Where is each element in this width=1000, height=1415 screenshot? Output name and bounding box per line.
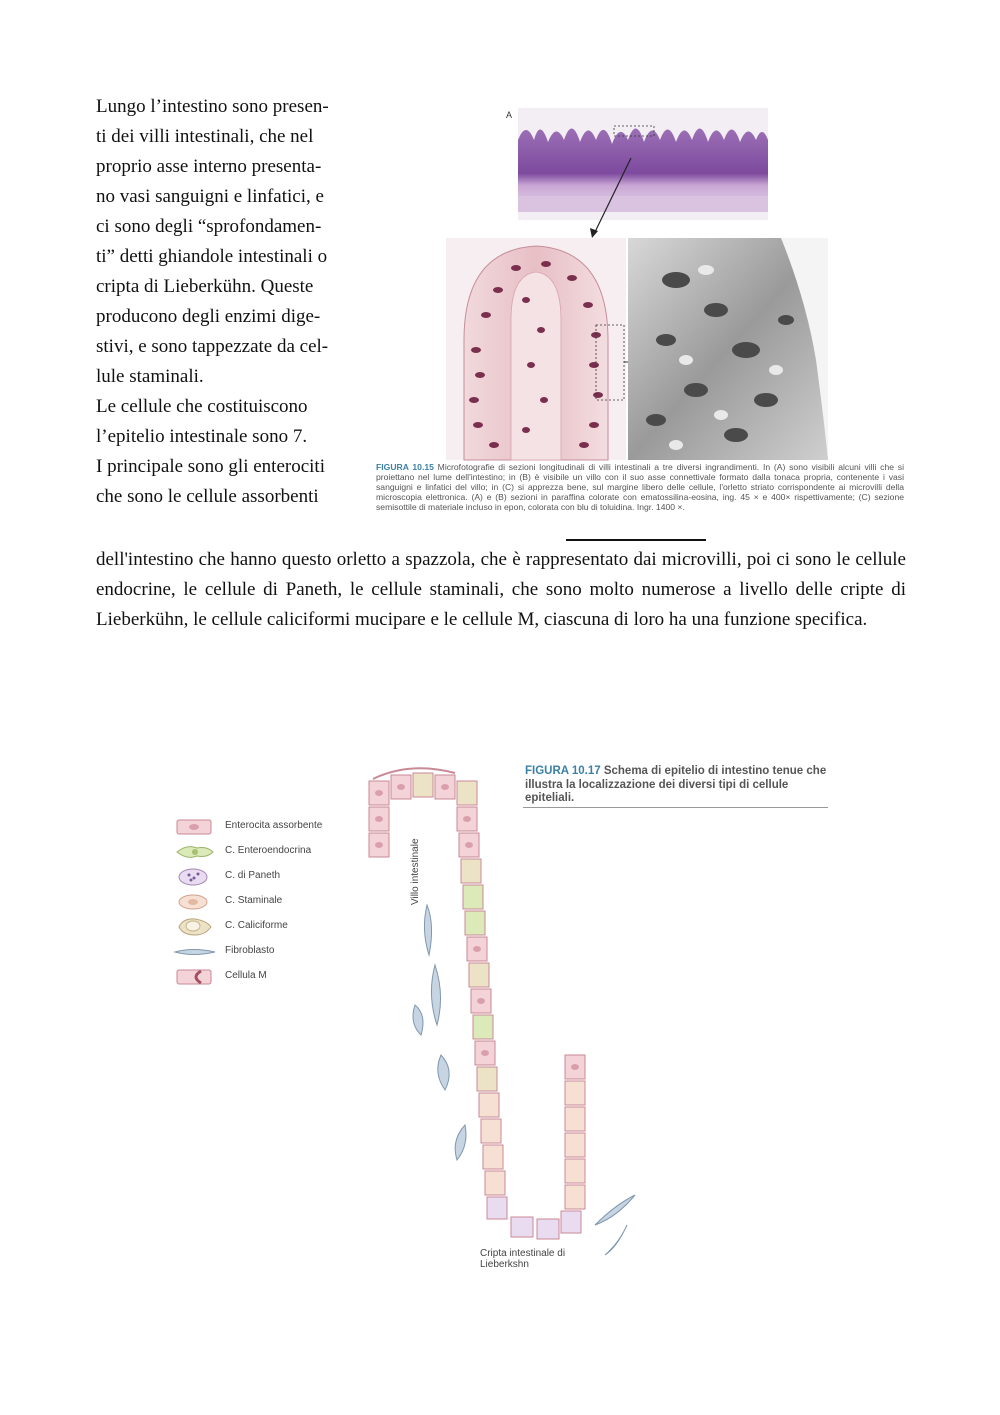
text-line: ci sono degli “sprofondamen- [96, 216, 322, 237]
crypt-label [480, 1248, 600, 1270]
text-line: che sono le cellule assorbenti [96, 486, 319, 507]
text-line: producono degli enzimi dige- [96, 306, 321, 327]
text-line: I principale sono gli enterociti [96, 456, 325, 477]
text-line: l’epitelio intestinale sono 7. [96, 426, 308, 447]
panel-b-core [511, 272, 561, 460]
text-line: proprio asse interno presenta- [96, 156, 322, 177]
legend-label: C. Staminale [225, 895, 283, 906]
villus-crypt-diagram [165, 755, 835, 1295]
figure-10-15-caption [376, 462, 904, 512]
text-line: stivi, e sono tappezzate da cel- [96, 336, 329, 357]
caption-head: FIGURA 10.15 [376, 462, 434, 472]
continuation-text: dell'intestino che hanno questo orletto a spazzola, che è rappresentato dai microvilli, poi ci sono le cellule endocrine, le cellule di Paneth, le cellule staminali, che sono molto numerose a livello delle cripte di Lieberkühn, le cellule caliciformi mucipare e le cellule M, ciascuna di loro ha una funzione specifica. [96, 549, 906, 630]
intro-paragraph [96, 92, 366, 512]
legend-label: C. Caliciforme [225, 920, 288, 931]
crypt-label-line: Lieberkshn [480, 1259, 529, 1270]
legend-label: Enterocita assorbente [225, 820, 323, 831]
legend-label: Fibroblasto [225, 945, 275, 956]
text-line: Lungo l’intestino sono presen- [96, 96, 329, 117]
text-line: ti” detti ghiandole intestinali o [96, 246, 328, 267]
figure-micrographs [376, 100, 906, 545]
crypt-label-line: Cripta intestinale di [480, 1248, 566, 1259]
text-line: no vasi sanguigni e linfatici, e [96, 186, 324, 207]
legend-label: C. Enteroendocrina [225, 845, 312, 856]
text-line: Le cellule che costituiscono [96, 396, 308, 417]
villus-epithelium [369, 768, 585, 1239]
figure-epithelium-schema [165, 755, 835, 1295]
text-line: lule staminali. [96, 366, 204, 387]
text-line: cripta di Lieberkühn. Queste [96, 276, 314, 297]
panel-a-submucosa [518, 196, 768, 212]
legend-label: C. di Paneth [225, 870, 281, 881]
caption-body: Schema di epitelio di intestino tenue che illustra la localizzazione dei diversi tipi di cellule epiteliali. [525, 765, 827, 804]
legend-label: Cellula M [225, 970, 267, 981]
caption-body: Microfotografie di sezioni longitudinali di villi intestinali a tre diversi ingrandimenti. In (A) sono visibili alcuni villi che si proiettano nel lume dell'intestino; in (B) è visibile un villo con il suo asse connettivale formato dalla tonaca propria, contenente i vasi sanguigni e linfatici del villo; in (C) si apprezza bene, sul margine libero delle cellule, l'orletto striato corrispondente ai microvilli della microscopia elettronica. (A) e (B) sezioni in paraffina colorate con ematossilina-eosina, ing. 45 × e 400× rispettivamente; (C) sezione semisottile di materiale incluso in epon, colorata con blu di toluidina. Ingr. 1400 ×. [376, 462, 904, 512]
text-line: ti dei villi intestinali, che nel [96, 126, 314, 147]
villus-label: Villo intestinale [410, 838, 421, 905]
fibroblasts [413, 905, 635, 1255]
caption-head: FIGURA 10.17 [525, 765, 601, 777]
continuation-paragraph [96, 545, 906, 635]
panel-label-a: A [506, 110, 513, 120]
